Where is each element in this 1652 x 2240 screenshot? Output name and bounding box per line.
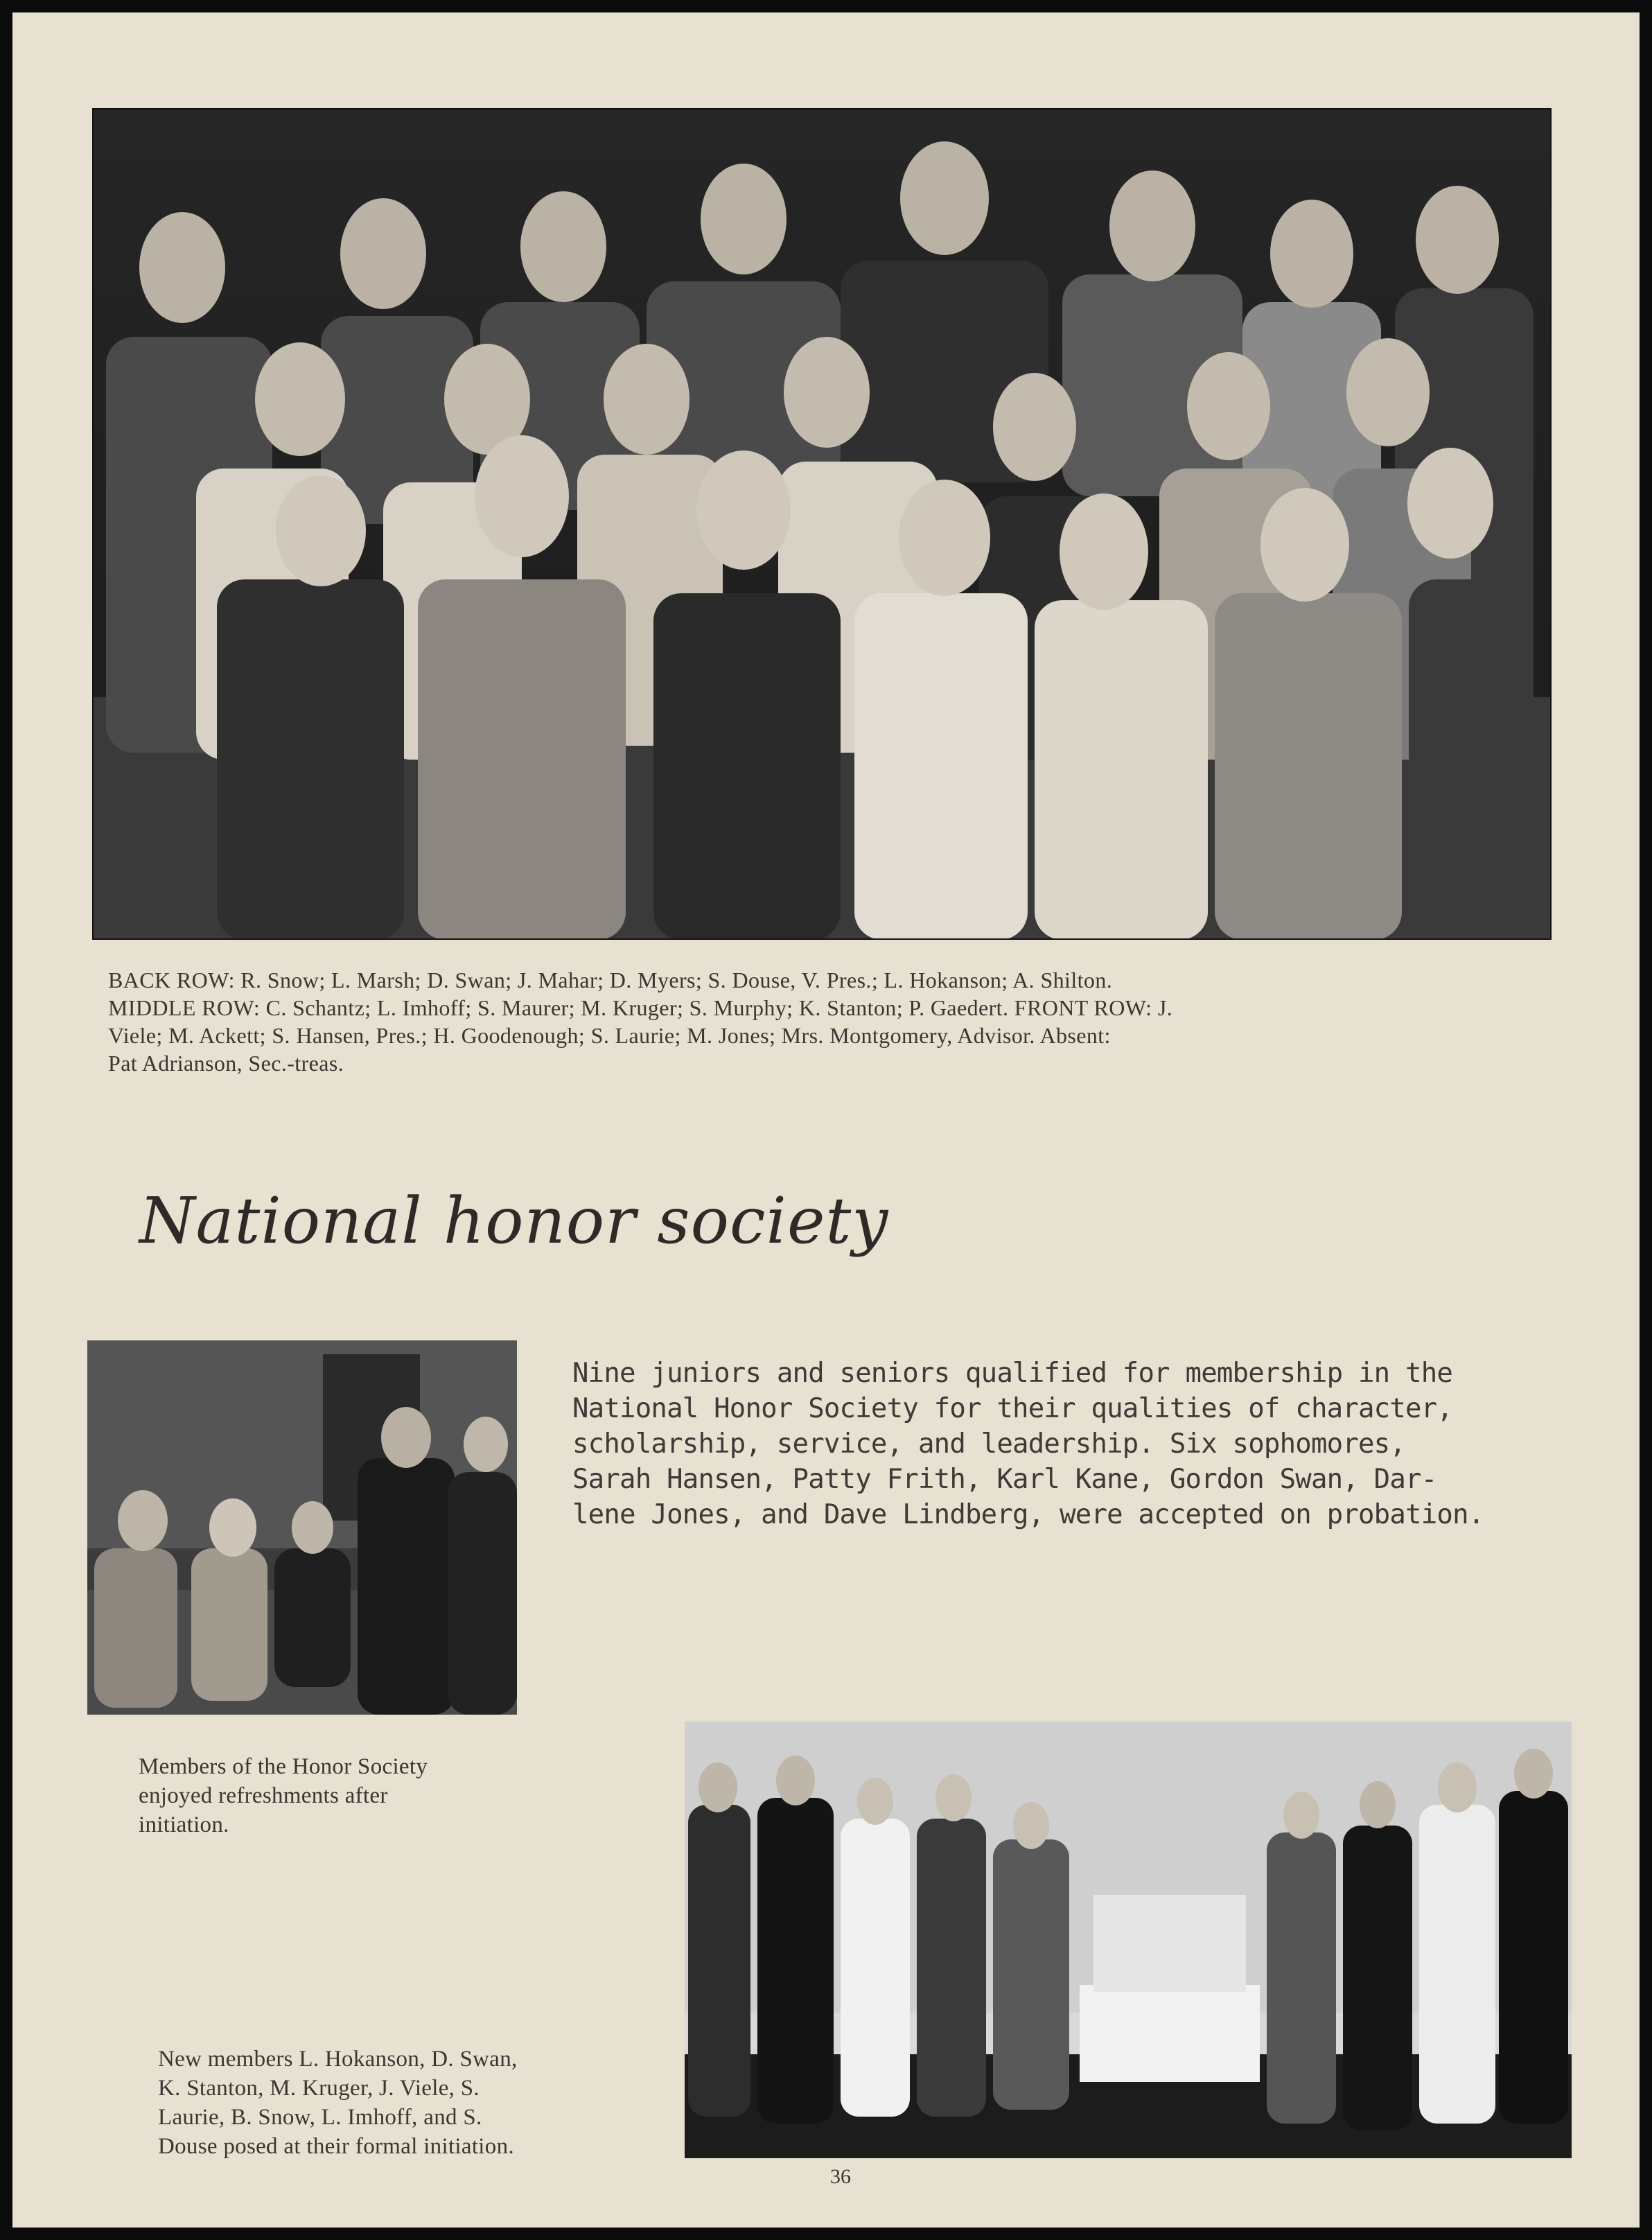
group-photo-caption xyxy=(108,966,1494,1077)
page-number: 36 xyxy=(830,2165,851,2188)
initiation-photo xyxy=(685,1722,1572,2158)
initiation-photo-image xyxy=(685,1722,1572,2158)
group-photo-image xyxy=(92,108,1552,940)
body-line: Nine juniors and seniors qualified for membership in the xyxy=(572,1358,1453,1389)
caption-line: enjoyed refreshments after xyxy=(139,1783,388,1808)
caption-line: New members L. Hokanson, D. Swan, xyxy=(158,2047,518,2072)
body-line: National Honor Society for their qualities of character, xyxy=(572,1393,1453,1424)
caption-line: BACK ROW: R. Snow; L. Marsh; D. Swan; J. Mahar; D. Myers; S. Douse, V. Pres.; L. Hokanson; A. Shilton. xyxy=(108,968,1113,992)
group-photo xyxy=(92,108,1552,940)
caption-line: Pat Adrianson, Sec.-treas. xyxy=(108,1051,344,1076)
body-line: Sarah Hansen, Patty Frith, Karl Kane, Gordon Swan, Dar- xyxy=(572,1464,1437,1495)
caption-line: Viele; M. Ackett; S. Hansen, Pres.; H. Goodenough; S. Laurie; M. Jones; Mrs. Montgomery, Advisor. Absent: xyxy=(108,1023,1111,1048)
caption-line: Members of the Honor Society xyxy=(139,1754,428,1779)
page-title: National honor society xyxy=(139,1184,889,1258)
caption-line: Laurie, B. Snow, L. Imhoff, and S. xyxy=(158,2105,482,2130)
refreshments-caption xyxy=(139,1752,554,1839)
refreshments-photo-image xyxy=(87,1340,517,1715)
body-paragraph xyxy=(572,1356,1563,1532)
caption-line: Douse posed at their formal initiation. xyxy=(158,2134,514,2159)
refreshments-photo xyxy=(87,1340,517,1715)
initiation-caption xyxy=(158,2045,657,2161)
body-line: lene Jones, and Dave Lindberg, were accepted on probation. xyxy=(572,1499,1484,1530)
caption-line: MIDDLE ROW: C. Schantz; L. Imhoff; S. Maurer; M. Kruger; S. Murphy; K. Stanton; P. Gaedert. FRONT ROW: J. xyxy=(108,995,1173,1020)
body-line: scholarship, service, and leadership. Six sophomores, xyxy=(572,1428,1406,1460)
caption-line: initiation. xyxy=(139,1812,229,1837)
yearbook-page xyxy=(12,12,1640,2228)
caption-line: K. Stanton, M. Kruger, J. Viele, S. xyxy=(158,2076,480,2101)
